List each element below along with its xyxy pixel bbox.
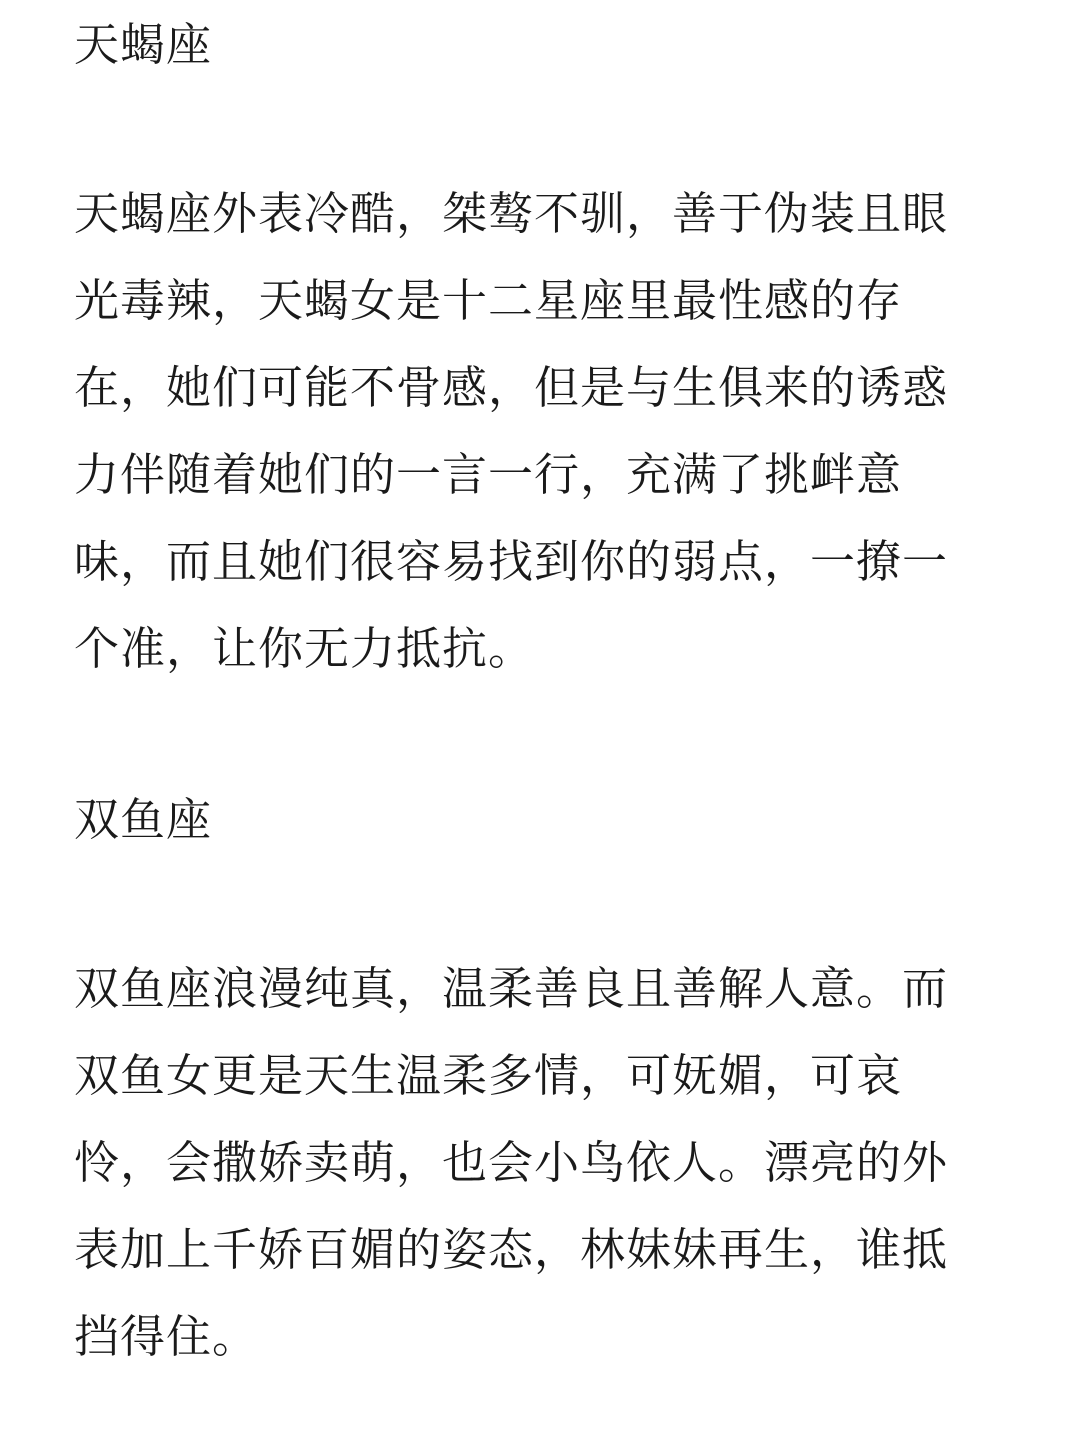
body-line: 天蝎座外表冷酷，桀骜不驯，善于伪装且眼 xyxy=(74,187,949,240)
body-line: 味，而且她们很容易找到你的弱点，一撩一 xyxy=(74,535,949,588)
body-line: 力伴随着她们的一言一行，充满了挑衅意 xyxy=(74,448,903,501)
body-line: 个准，让你无力抵抗。 xyxy=(74,622,535,675)
body-line: 表加上千娇百媚的姿态，林妹妹再生，谁抵 xyxy=(74,1223,949,1276)
body-line: 在，她们可能不骨感，但是与生俱来的诱惑 xyxy=(74,361,949,414)
section-heading-scorpio: 天蝎座 xyxy=(74,18,213,71)
body-line: 双鱼女更是天生温柔多情，可妩媚，可哀 xyxy=(74,1049,903,1102)
body-line: 双鱼座浪漫纯真，温柔善良且善解人意。而 xyxy=(74,962,949,1015)
body-line: 光毒辣，天蝎女是十二星座里最性感的存 xyxy=(74,274,903,327)
body-line: 怜，会撒娇卖萌，也会小鸟依人。漂亮的外 xyxy=(74,1136,949,1189)
body-line: 挡得住。 xyxy=(74,1310,259,1363)
section-heading-pisces: 双鱼座 xyxy=(74,793,213,846)
